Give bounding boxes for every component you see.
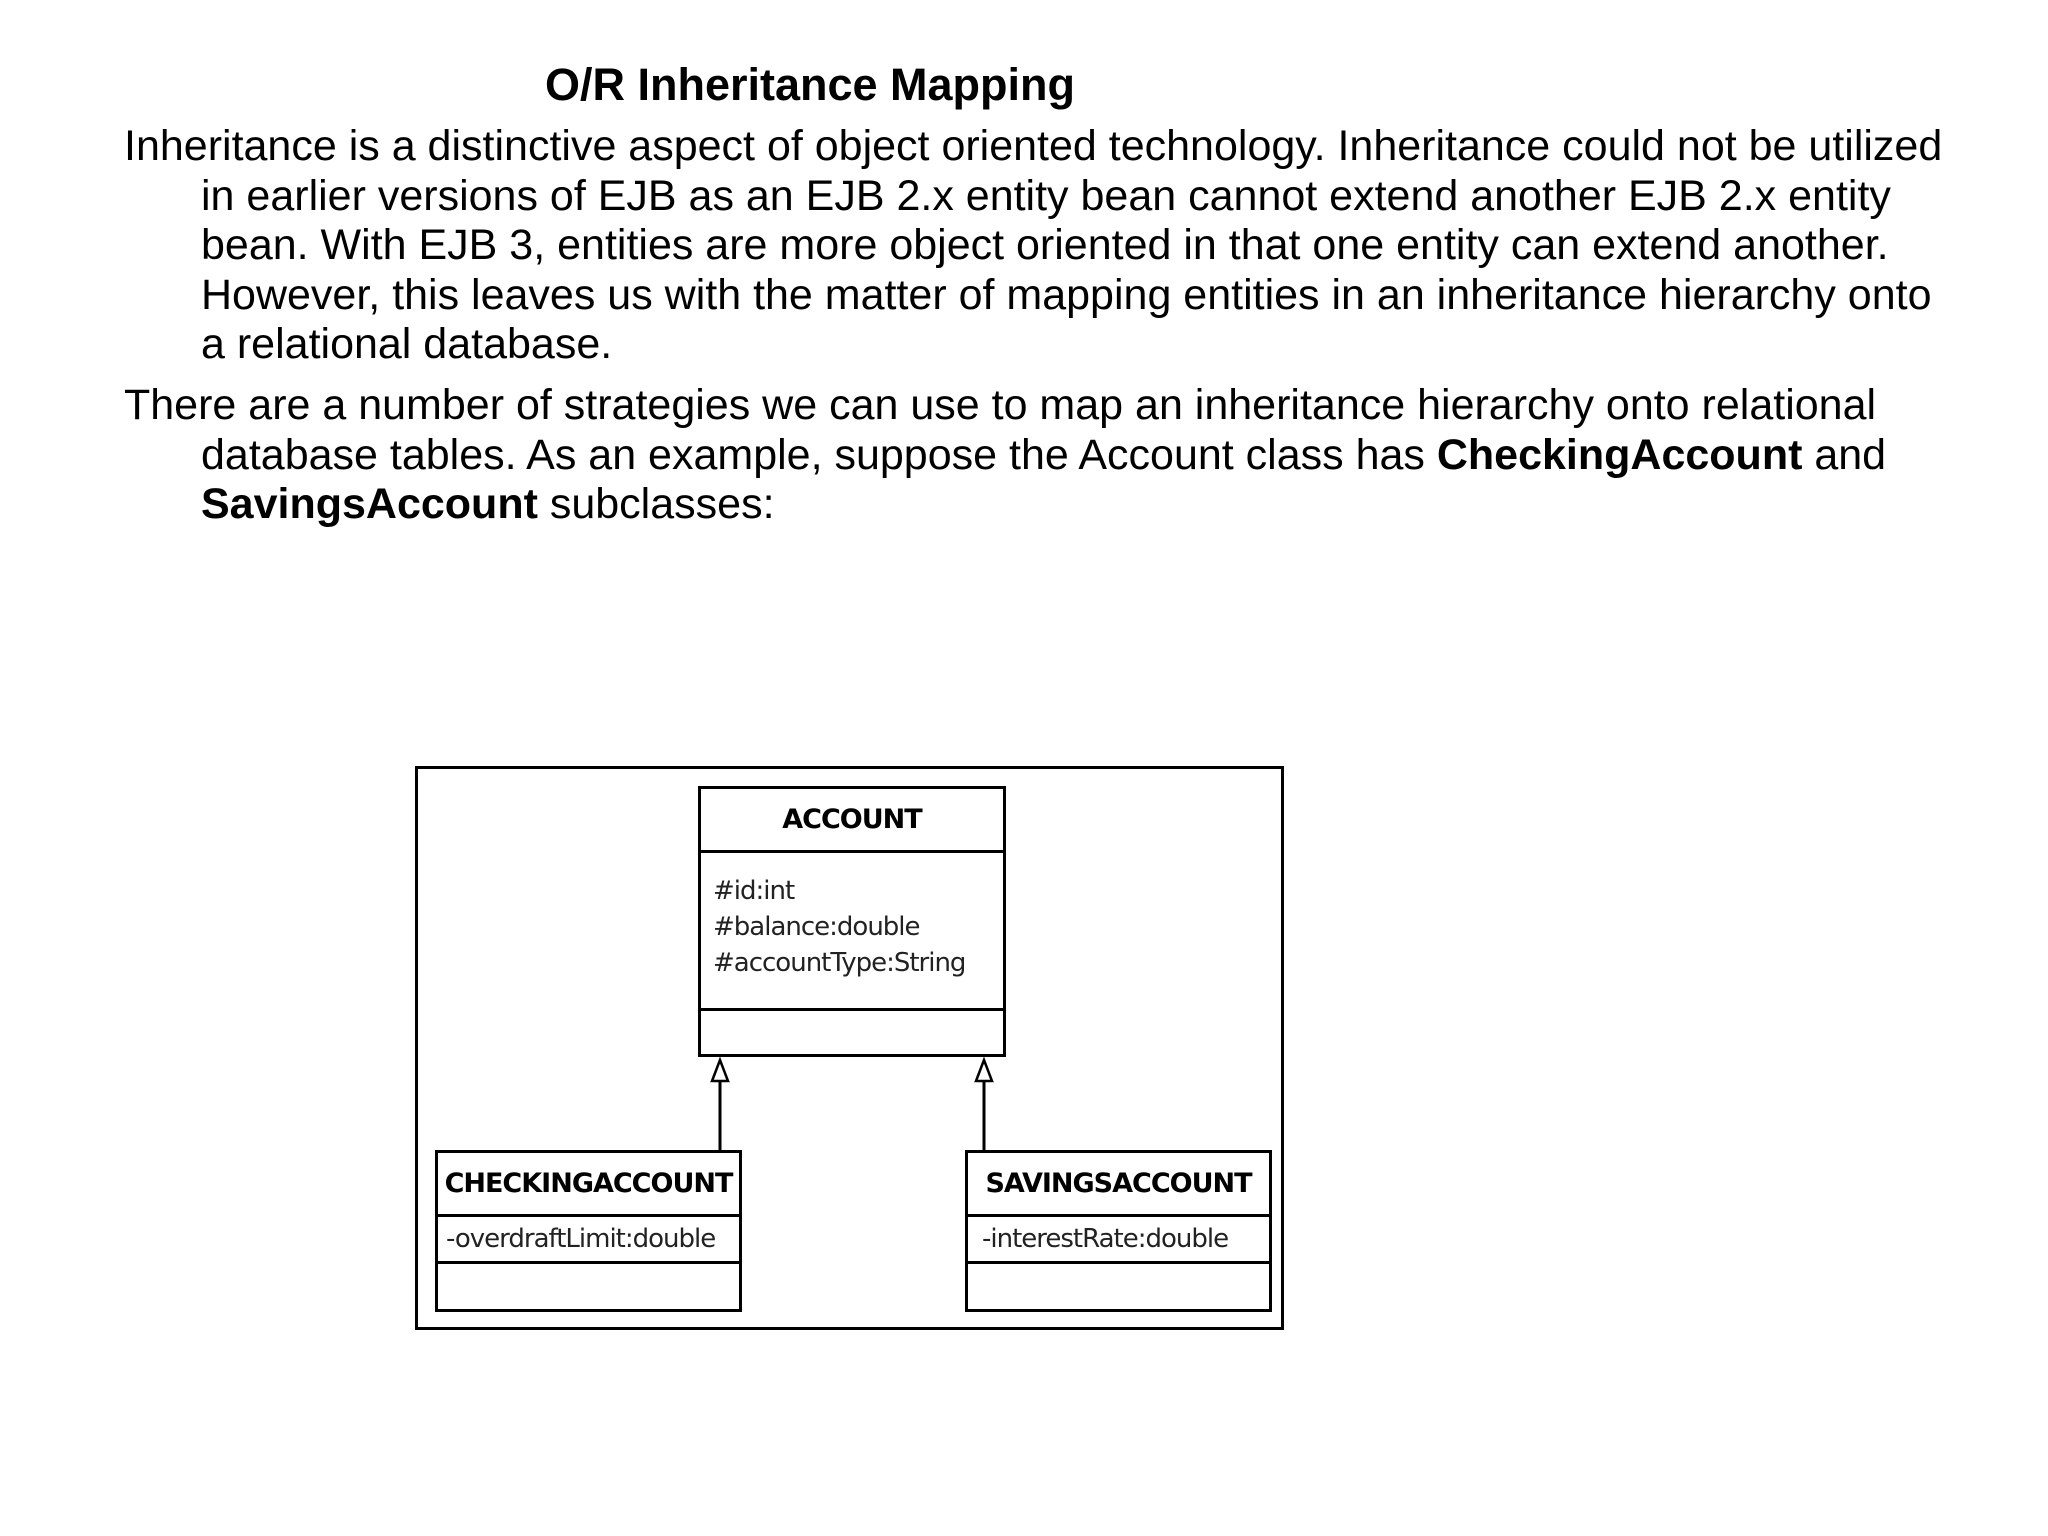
checking-attribute-overdraft-limit: -overdraftLimit:double <box>446 1224 716 1254</box>
account-class-name: ACCOUNT <box>701 789 1003 853</box>
savings-account-term: SavingsAccount <box>201 480 538 528</box>
account-attribute-id: #id:int <box>713 876 795 906</box>
checking-inheritance-arrowhead <box>712 1060 728 1081</box>
savings-account-class-name: SAVINGSACCOUNT <box>968 1153 1269 1217</box>
checking-account-class-box <box>435 1150 742 1312</box>
checking-account-term: CheckingAccount <box>1436 430 1803 479</box>
savings-attribute-interest-rate: -interestRate:double <box>982 1224 1229 1254</box>
paragraph-strategies <box>124 381 1944 530</box>
account-attribute-balance: #balance:double <box>713 912 920 942</box>
paragraph-strategies-outro: subclasses: <box>537 480 775 528</box>
checking-account-class-name: CHECKINGACCOUNT <box>438 1153 739 1217</box>
account-attribute-account-type: #accountType:String <box>713 948 966 978</box>
savings-account-attributes <box>968 1217 1269 1264</box>
uml-class-diagram <box>415 766 1284 1330</box>
savings-account-class-box <box>965 1150 1272 1312</box>
page-title: O/R Inheritance Mapping <box>544 59 1076 110</box>
account-attributes <box>701 853 1003 1011</box>
savings-inheritance-arrowhead <box>976 1060 992 1081</box>
paragraph-strategies-joiner: and <box>1802 430 1887 479</box>
paragraph-strategies-intro: There are a number of strategies we can use to map an inheritance hierarchy onto relational database tables. As an example, suppose the Account class has <box>124 381 1877 479</box>
checking-account-attributes <box>438 1217 739 1264</box>
paragraph-inheritance-intro: Inheritance is a distinctive aspect of object oriented technology. Inheritance could not be utilized in earlier versions of EJB as an EJB 2.x entity bean cannot extend another EJB 2.x entity bean. With EJB 3, entities are more object oriented in that one entity can extend another. However, this leaves us with the matter of mapping entities in an inheritance hierarchy onto a relational database. <box>124 122 1943 368</box>
account-class-box <box>698 786 1006 1057</box>
